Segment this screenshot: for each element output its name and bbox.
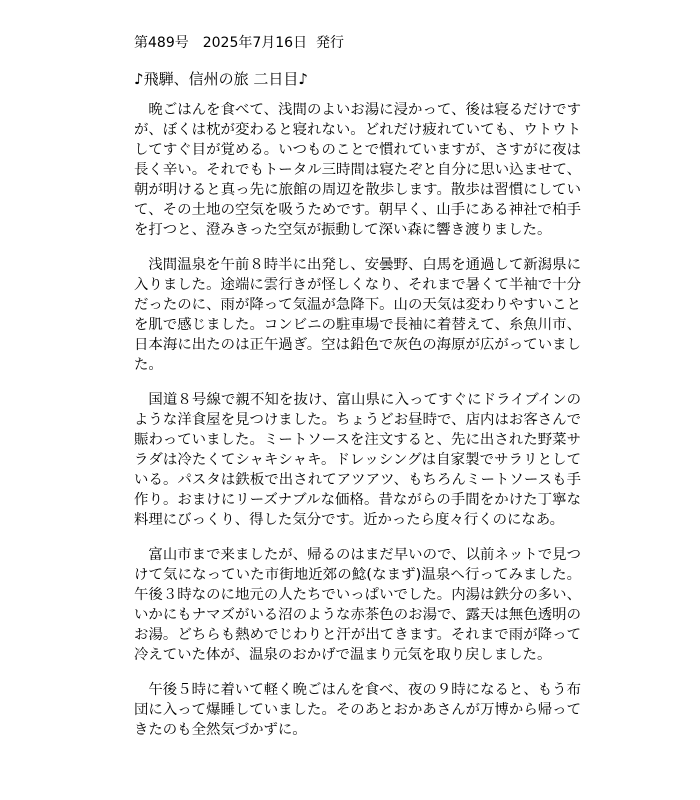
issue-line: 第489号 2025年7月16日 発行 bbox=[134, 35, 344, 51]
paragraph-2: 浅間温泉を午前８時半に出発し、安曇野、白馬を通過して新潟県に入りました。途端に雲行きが怪しくなり、それまで暑くて半袖で十分だったのに、雨が降って気温が急降下。山の天気は変わりやすいことを肌で感じました。コンビニの駐車場で長袖に着替えて、糸魚川市、日本海に出たのは正午過ぎ。空は鉛色で灰色の海原が広がっていました。 bbox=[134, 257, 581, 373]
paragraph-1: 晩ごはんを食べて、浅間のよいお湯に浸かって、後は寝るだけですが、ぼくは枕が変わると寝れない。どれだけ疲れていても、ウトウトしてすぐ目が覚める。いつものことで慣れていますが、さすがに夜は長く辛い。それでもトータル三時間は寝たぞと自分に思い込ませて、朝が明けると真っ先に旅館の周辺を散歩します。散歩は習慣にしていて、その土地の空気を吸うためです。朝早く、山手にある神社で柏手を打つと、澄みきった空気が振動して深い森に響き渡りました。 bbox=[134, 102, 581, 238]
paragraph-5: 午後５時に着いて軽く晩ごはんを食べ、夜の９時になると、もう布団に入って爆睡していました。そのあとおかあさんが万博から帰ってきたのも全然気づかずに。 bbox=[134, 682, 581, 738]
paragraph-3: 国道８号線で親不知を抜け、富山県に入ってすぐにドライブインのような洋食屋を見つけました。ちょうどお昼時で、店内はお客さんで賑わっていました。ミートソースを注文すると、先に出された野菜サラダは冷たくてシャキシャキ。ドレッシングは自家製でサラリとしている。パスタは鉄板で出されてアツアツ、もちろんミートソースも手作り。おまけにリーズナブルな価格。昔ながらの手間をかけた丁寧な料理にびっくり、得した気分です。近かったら度々行くのになあ。 bbox=[134, 392, 581, 528]
article-body bbox=[134, 100, 581, 740]
paragraph-4: 富山市まで来ましたが、帰るのはまだ早いので、以前ネットで見つけて気になっていた市街地近郊の鯰(なまず)温泉へ行ってみました。午後３時なのに地元の人たちでいっぱいでした。内湯は鉄分の多い、いかにもナマズがいる沼のような赤茶色のお湯で、露天は無色透明のお湯。どちらも熱めでじわりと汗が出てきます。それまで雨が降って冷えていた体が、温泉のおかげで温まり元気を取り戻しました。 bbox=[134, 547, 581, 663]
article-title: ♪飛騨、信州の旅 二日目♪ bbox=[134, 70, 308, 88]
